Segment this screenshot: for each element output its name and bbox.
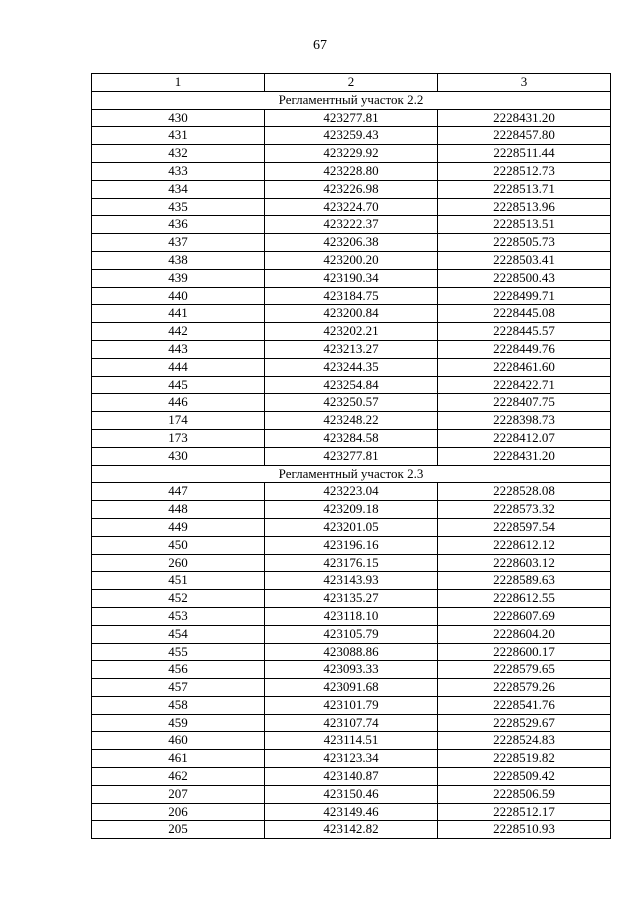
x-coordinate-cell: 423259.43 xyxy=(265,127,438,145)
table-row xyxy=(92,536,611,554)
table-row xyxy=(92,714,611,732)
table-row xyxy=(92,127,611,145)
y-coordinate-cell: 2228604.20 xyxy=(438,625,611,643)
point-number-cell: 461 xyxy=(92,750,265,768)
x-coordinate-cell: 423135.27 xyxy=(265,590,438,608)
table-row xyxy=(92,554,611,572)
point-number-cell: 438 xyxy=(92,251,265,269)
x-coordinate-cell: 423184.75 xyxy=(265,287,438,305)
table-row xyxy=(92,269,611,287)
table-row xyxy=(92,162,611,180)
point-number-cell: 435 xyxy=(92,198,265,216)
coordinates-table xyxy=(91,73,611,839)
x-coordinate-cell: 423284.58 xyxy=(265,429,438,447)
y-coordinate-cell: 2228503.41 xyxy=(438,251,611,269)
x-coordinate-cell: 423222.37 xyxy=(265,216,438,234)
x-coordinate-cell: 423105.79 xyxy=(265,625,438,643)
y-coordinate-cell: 2228461.60 xyxy=(438,358,611,376)
point-number-cell: 446 xyxy=(92,394,265,412)
y-coordinate-cell: 2228603.12 xyxy=(438,554,611,572)
point-number-cell: 457 xyxy=(92,679,265,697)
point-number-cell: 460 xyxy=(92,732,265,750)
x-coordinate-cell: 423213.27 xyxy=(265,340,438,358)
y-coordinate-cell: 2228431.20 xyxy=(438,447,611,465)
point-number-cell: 443 xyxy=(92,340,265,358)
x-coordinate-cell: 423093.33 xyxy=(265,661,438,679)
x-coordinate-cell: 423202.21 xyxy=(265,323,438,341)
table-row xyxy=(92,732,611,750)
table-row xyxy=(92,501,611,519)
point-number-cell: 450 xyxy=(92,536,265,554)
x-coordinate-cell: 423123.34 xyxy=(265,750,438,768)
x-coordinate-cell: 423150.46 xyxy=(265,785,438,803)
table-row xyxy=(92,483,611,501)
table-row xyxy=(92,340,611,358)
point-number-cell: 456 xyxy=(92,661,265,679)
y-coordinate-cell: 2228612.55 xyxy=(438,590,611,608)
point-number-cell: 206 xyxy=(92,803,265,821)
table-row xyxy=(92,572,611,590)
x-coordinate-cell: 423228.80 xyxy=(265,162,438,180)
point-number-cell: 205 xyxy=(92,821,265,839)
y-coordinate-cell: 2228579.26 xyxy=(438,679,611,697)
point-number-cell: 455 xyxy=(92,643,265,661)
y-coordinate-cell: 2228512.73 xyxy=(438,162,611,180)
point-number-cell: 445 xyxy=(92,376,265,394)
x-coordinate-cell: 423091.68 xyxy=(265,679,438,697)
y-coordinate-cell: 2228519.82 xyxy=(438,750,611,768)
x-coordinate-cell: 423277.81 xyxy=(265,109,438,127)
table-row xyxy=(92,145,611,163)
x-coordinate-cell: 423248.22 xyxy=(265,412,438,430)
table-row xyxy=(92,785,611,803)
y-coordinate-cell: 2228398.73 xyxy=(438,412,611,430)
point-number-cell: 462 xyxy=(92,768,265,786)
point-number-cell: 430 xyxy=(92,447,265,465)
y-coordinate-cell: 2228506.59 xyxy=(438,785,611,803)
y-coordinate-cell: 2228445.08 xyxy=(438,305,611,323)
x-coordinate-cell: 423176.15 xyxy=(265,554,438,572)
x-coordinate-cell: 423201.05 xyxy=(265,518,438,536)
y-coordinate-cell: 2228529.67 xyxy=(438,714,611,732)
y-coordinate-cell: 2228505.73 xyxy=(438,234,611,252)
y-coordinate-cell: 2228607.69 xyxy=(438,607,611,625)
table-row xyxy=(92,216,611,234)
x-coordinate-cell: 423206.38 xyxy=(265,234,438,252)
table-row xyxy=(92,251,611,269)
table-row xyxy=(92,590,611,608)
x-coordinate-cell: 423277.81 xyxy=(265,447,438,465)
point-number-cell: 436 xyxy=(92,216,265,234)
point-number-cell: 449 xyxy=(92,518,265,536)
y-coordinate-cell: 2228612.12 xyxy=(438,536,611,554)
table-row xyxy=(92,376,611,394)
point-number-cell: 433 xyxy=(92,162,265,180)
x-coordinate-cell: 423244.35 xyxy=(265,358,438,376)
point-number-cell: 439 xyxy=(92,269,265,287)
column-header-1: 1 xyxy=(92,74,265,92)
y-coordinate-cell: 2228524.83 xyxy=(438,732,611,750)
y-coordinate-cell: 2228513.51 xyxy=(438,216,611,234)
table-header xyxy=(92,74,611,92)
x-coordinate-cell: 423224.70 xyxy=(265,198,438,216)
table-row xyxy=(92,518,611,536)
point-number-cell: 444 xyxy=(92,358,265,376)
point-number-cell: 260 xyxy=(92,554,265,572)
x-coordinate-cell: 423140.87 xyxy=(265,768,438,786)
y-coordinate-cell: 2228431.20 xyxy=(438,109,611,127)
y-coordinate-cell: 2228422.71 xyxy=(438,376,611,394)
x-coordinate-cell: 423209.18 xyxy=(265,501,438,519)
x-coordinate-cell: 423226.98 xyxy=(265,180,438,198)
y-coordinate-cell: 2228573.32 xyxy=(438,501,611,519)
point-number-cell: 452 xyxy=(92,590,265,608)
table-row xyxy=(92,234,611,252)
point-number-cell: 440 xyxy=(92,287,265,305)
y-coordinate-cell: 2228509.42 xyxy=(438,768,611,786)
x-coordinate-cell: 423229.92 xyxy=(265,145,438,163)
point-number-cell: 453 xyxy=(92,607,265,625)
point-number-cell: 431 xyxy=(92,127,265,145)
y-coordinate-cell: 2228510.93 xyxy=(438,821,611,839)
point-number-cell: 442 xyxy=(92,323,265,341)
x-coordinate-cell: 423190.34 xyxy=(265,269,438,287)
section-title-row xyxy=(92,91,611,109)
table-row xyxy=(92,412,611,430)
point-number-cell: 459 xyxy=(92,714,265,732)
table-row xyxy=(92,394,611,412)
table-row xyxy=(92,643,611,661)
table-row xyxy=(92,358,611,376)
y-coordinate-cell: 2228445.57 xyxy=(438,323,611,341)
point-number-cell: 447 xyxy=(92,483,265,501)
table-row xyxy=(92,679,611,697)
table-row xyxy=(92,180,611,198)
x-coordinate-cell: 423142.82 xyxy=(265,821,438,839)
point-number-cell: 434 xyxy=(92,180,265,198)
y-coordinate-cell: 2228407.75 xyxy=(438,394,611,412)
section-title: Регламентный участок 2.2 xyxy=(92,91,611,109)
x-coordinate-cell: 423200.20 xyxy=(265,251,438,269)
table-body xyxy=(92,91,611,838)
x-coordinate-cell: 423149.46 xyxy=(265,803,438,821)
page-number: 67 xyxy=(313,38,327,53)
x-coordinate-cell: 423088.86 xyxy=(265,643,438,661)
table-row xyxy=(92,696,611,714)
point-number-cell: 207 xyxy=(92,785,265,803)
table-row xyxy=(92,625,611,643)
y-coordinate-cell: 2228449.76 xyxy=(438,340,611,358)
table-row xyxy=(92,768,611,786)
y-coordinate-cell: 2228600.17 xyxy=(438,643,611,661)
y-coordinate-cell: 2228579.65 xyxy=(438,661,611,679)
x-coordinate-cell: 423200.84 xyxy=(265,305,438,323)
point-number-cell: 437 xyxy=(92,234,265,252)
point-number-cell: 441 xyxy=(92,305,265,323)
x-coordinate-cell: 423143.93 xyxy=(265,572,438,590)
table-row xyxy=(92,198,611,216)
y-coordinate-cell: 2228412.07 xyxy=(438,429,611,447)
table-row xyxy=(92,750,611,768)
x-coordinate-cell: 423196.16 xyxy=(265,536,438,554)
point-number-cell: 432 xyxy=(92,145,265,163)
x-coordinate-cell: 423114.51 xyxy=(265,732,438,750)
column-header-2: 2 xyxy=(265,74,438,92)
table-row xyxy=(92,109,611,127)
point-number-cell: 458 xyxy=(92,696,265,714)
table-row xyxy=(92,607,611,625)
table-row xyxy=(92,447,611,465)
y-coordinate-cell: 2228513.96 xyxy=(438,198,611,216)
y-coordinate-cell: 2228528.08 xyxy=(438,483,611,501)
x-coordinate-cell: 423107.74 xyxy=(265,714,438,732)
y-coordinate-cell: 2228512.17 xyxy=(438,803,611,821)
table-row xyxy=(92,323,611,341)
x-coordinate-cell: 423250.57 xyxy=(265,394,438,412)
y-coordinate-cell: 2228589.63 xyxy=(438,572,611,590)
table-row xyxy=(92,821,611,839)
point-number-cell: 174 xyxy=(92,412,265,430)
point-number-cell: 448 xyxy=(92,501,265,519)
column-header-3: 3 xyxy=(438,74,611,92)
point-number-cell: 173 xyxy=(92,429,265,447)
header-row xyxy=(92,74,611,92)
point-number-cell: 451 xyxy=(92,572,265,590)
y-coordinate-cell: 2228511.44 xyxy=(438,145,611,163)
y-coordinate-cell: 2228541.76 xyxy=(438,696,611,714)
section-title-row xyxy=(92,465,611,483)
table-row xyxy=(92,287,611,305)
x-coordinate-cell: 423101.79 xyxy=(265,696,438,714)
point-number-cell: 430 xyxy=(92,109,265,127)
y-coordinate-cell: 2228597.54 xyxy=(438,518,611,536)
y-coordinate-cell: 2228457.80 xyxy=(438,127,611,145)
y-coordinate-cell: 2228513.71 xyxy=(438,180,611,198)
x-coordinate-cell: 423223.04 xyxy=(265,483,438,501)
y-coordinate-cell: 2228499.71 xyxy=(438,287,611,305)
x-coordinate-cell: 423254.84 xyxy=(265,376,438,394)
x-coordinate-cell: 423118.10 xyxy=(265,607,438,625)
y-coordinate-cell: 2228500.43 xyxy=(438,269,611,287)
point-number-cell: 454 xyxy=(92,625,265,643)
section-title: Регламентный участок 2.3 xyxy=(92,465,611,483)
table-row xyxy=(92,305,611,323)
table-row xyxy=(92,661,611,679)
table-row xyxy=(92,803,611,821)
table-row xyxy=(92,429,611,447)
